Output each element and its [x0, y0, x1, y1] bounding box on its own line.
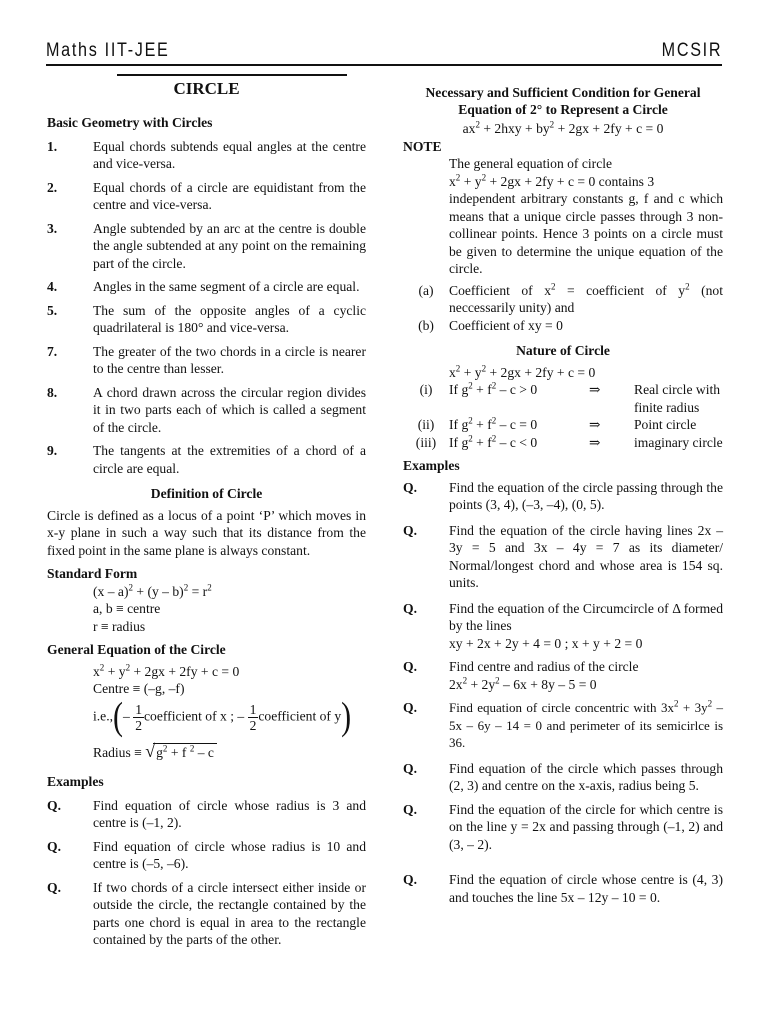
radius-expression: Radius ≡ $√g^2 + f$ $^2$ – c — [47, 743, 366, 762]
basic-item — [47, 302, 366, 337]
basic-item-number: 7. — [47, 343, 58, 359]
condition-title-1: Necessary and Sufficient Condition for General — [425, 85, 701, 100]
ie-label: i.e., — [93, 708, 114, 724]
ie-expression: i.e.,(– $\frac{1}{2}$ coefficient of x ; – $\frac{1}{2}$ coefficient of y) — [93, 695, 352, 739]
right-example-6: Q. Find equation of the circle which passes through (2, 3) and centre on the x-axis, radius being 5. — [403, 760, 723, 793]
standard-line-centre: a, b ≡ centre — [93, 601, 161, 616]
left-example-text: If two chords of a circle intersect either inside or outside the circle, the rectangle contained by the parts one chord is equal in area to the rectangle contained by the parts of the other. — [93, 879, 366, 947]
basic-item — [47, 442, 366, 477]
right-example-5: Q. Find equation of circle concentric with $3x^2 + 3y^2 - 5x - 6y - 14 = 0$ and perimeter of its semicirlce is 36. — [403, 698, 723, 750]
basic-item-number: 1. — [47, 138, 58, 154]
nature-label-1: (i) — [419, 382, 433, 397]
basic-item-text: Equal chords of a circle are equidistant from the centre and vice-versa. — [93, 179, 366, 212]
nature-result-2: Point circle — [634, 417, 697, 432]
basic-item-text: Equal chords subtends equal angles at the centre and vice-versa. — [93, 138, 366, 171]
page-title: CIRCLE — [173, 79, 240, 98]
coef-x-label: coefficient of x ; — [144, 708, 234, 724]
header-rule — [46, 64, 722, 66]
basic-item-text: The sum of the opposite angles of a cyclic quadrilateral is 180° and vice-versa. — [93, 302, 366, 335]
condition-b — [403, 317, 723, 335]
standard-equation: $(x - a)^2 + (y - b)^2 = r^2$ — [93, 581, 212, 599]
left-example-number: Q. — [47, 879, 61, 895]
left-example-number: Q. — [47, 838, 61, 854]
general-lines — [47, 663, 366, 762]
implies-icon: ⇒ — [589, 382, 601, 397]
left-column — [47, 74, 366, 949]
left-example-text: Find equation of circle whose radius is 3 and centre is (–1, 2). — [93, 797, 366, 830]
nature-label-3: (iii) — [415, 434, 437, 450]
nature-equation: $x^2 + y^2 + 2gx + 2fy + c = 0$ — [449, 362, 596, 380]
left-examples — [47, 797, 366, 949]
basic-item-number: 5. — [47, 302, 58, 318]
nature-heading: Nature of Circle — [516, 343, 610, 358]
condition-b-label: (b) — [418, 317, 434, 333]
basic-item — [47, 384, 366, 437]
left-example — [47, 879, 366, 949]
note-text: independent arbitrary constants g, f and c which means that a unique circle passes through 3 non-collinear points. Hence 3 points on a circle must be given to determine the unique equation of the circle. — [449, 191, 723, 276]
nature-row-1 — [403, 381, 723, 416]
condition-a: (a) Coefficient of $x^2$ = coefficient of $y^2$ (not neccessarily unity) and — [403, 282, 723, 317]
basic-item-text: The tangents at the extremities of a chord of a circle are equal. — [93, 443, 366, 476]
basic-item — [47, 278, 366, 296]
basic-item-number: 8. — [47, 384, 58, 400]
implies-icon: ⇒ — [589, 417, 601, 432]
nature-row-3 — [403, 434, 723, 452]
note-line-1: The general equation of circle — [449, 156, 613, 171]
right-example-2: Q. Find the equation of the circle having lines 2x – 3y = 5 and 3x – 4y = 7 as its diameter/ Normal/longest chord and whose area is 154 sq. units. — [403, 522, 723, 590]
nature-label-2: (ii) — [417, 417, 435, 432]
basic-item — [47, 343, 366, 378]
condition-b-text: Coefficient of xy = 0 — [449, 317, 563, 333]
basic-item-number: 9. — [47, 443, 58, 458]
note-block — [403, 155, 723, 278]
basic-item-number: 3. — [47, 220, 58, 236]
standard-heading: Standard Form — [47, 566, 138, 581]
standard-lines — [47, 583, 366, 636]
header-left: Maths IIT-JEE — [46, 40, 170, 61]
basic-item — [47, 220, 366, 273]
title-bar — [117, 74, 347, 76]
basic-item-text: A chord drawn across the circular region divides it in two parts each of which is called a segment of the circle. — [93, 384, 366, 435]
standard-line-radius: r ≡ radius — [93, 618, 146, 634]
right-example-1: Q. Find the equation of the circle passing through the points (3, 4), (–3, –4), (0, 5). — [403, 479, 723, 512]
implies-icon: ⇒ — [589, 434, 601, 450]
second-degree-equation: $ax^2 + 2hxy + by^2 + 2gx + 2fy + c = 0$ — [462, 119, 664, 136]
basic-item — [47, 138, 366, 173]
radius-label: Radius ≡ — [93, 744, 142, 760]
basic-item-text: The greater of the two chords in a circle is nearer to the centre than lesser. — [93, 343, 366, 376]
general-centre: Centre ≡ (–g, –f) — [93, 681, 185, 696]
examples-heading-left: Examples — [47, 774, 104, 789]
basic-item-number: 2. — [47, 179, 58, 195]
basic-item — [47, 179, 366, 214]
general-equation: $x^2 + y^2 + 2gx + 2fy + c = 0$ — [93, 661, 240, 679]
left-example — [47, 838, 366, 873]
left-example — [47, 797, 366, 832]
header-right: MCSIR — [661, 40, 722, 61]
right-column — [403, 84, 723, 906]
left-example-number: Q. — [47, 797, 61, 813]
nature-cond-2: If $g^2 + f^2 - c = 0$ — [449, 415, 538, 432]
basic-list — [47, 138, 366, 478]
note-heading: NOTE — [403, 138, 442, 154]
condition-a-label: (a) — [418, 282, 434, 298]
right-example-7: Q. Find the equation of the circle for which centre is on the line y = 2x and passing through (–1, 2) and (3, – 2). — [403, 801, 723, 852]
condition-a-tail: (not neccessarily unity) and — [449, 282, 724, 315]
nature-cond-1: If $g^2 + f^2 - c > 0$ — [449, 380, 538, 397]
general-heading: General Equation of the Circle — [47, 642, 226, 657]
left-example-text: Find equation of circle whose radius is 10 and centre is (–5, –6). — [93, 838, 366, 871]
definition-heading: Definition of Circle — [150, 486, 263, 501]
condition-title-2: Equation of 2° to Represent a Circle — [458, 102, 668, 117]
right-example-3: Q. Find the equation of the Circumcircle of Δ formed by the lines xy + 2x + 2y + 4 = 0 ; x + y + 2 = 0 — [403, 600, 723, 651]
definition-text: Circle is defined as a locus of a point ‘P’ which moves in x-y plane in such a way such that its distance from the fixed point in the same plane is always constant. — [47, 507, 366, 558]
basic-item-text: Angles in the same segment of a circle are equal. — [93, 279, 360, 294]
basic-item-text: Angle subtended by an arc at the centre is double the angle subtended at any point on the remaining part of the circle. — [93, 220, 366, 271]
circum-lines: xy + 2x + 2y + 4 = 0 ; x + y + 2 = 0 — [449, 635, 643, 651]
right-example-8: Q. Find the equation of circle whose centre is (4, 3) and touches the line 5x – 12y – 10 = 0. — [403, 872, 723, 905]
basic-item-number: 4. — [47, 279, 58, 294]
nature-result-3: imaginary circle — [634, 434, 723, 450]
nature-row-2 — [403, 416, 723, 434]
examples-heading-right: Examples — [403, 458, 460, 473]
coef-y-label: coefficient of y — [258, 708, 342, 724]
nature-cond-3: If $g^2 + f^2 - c < 0$ — [449, 432, 538, 450]
note-equation: $x^2 + y^2 + 2gx + 2fy + c = 0$ contains 3 — [449, 171, 655, 189]
nature-result-1: Real circle with finite radius — [634, 382, 721, 415]
basic-heading: Basic Geometry with Circles — [47, 115, 213, 130]
right-example-4: Q. Find centre and radius of the circle $2x^2 + 2y^2 - 6x + 8y - 5 = 0$ — [403, 659, 639, 692]
